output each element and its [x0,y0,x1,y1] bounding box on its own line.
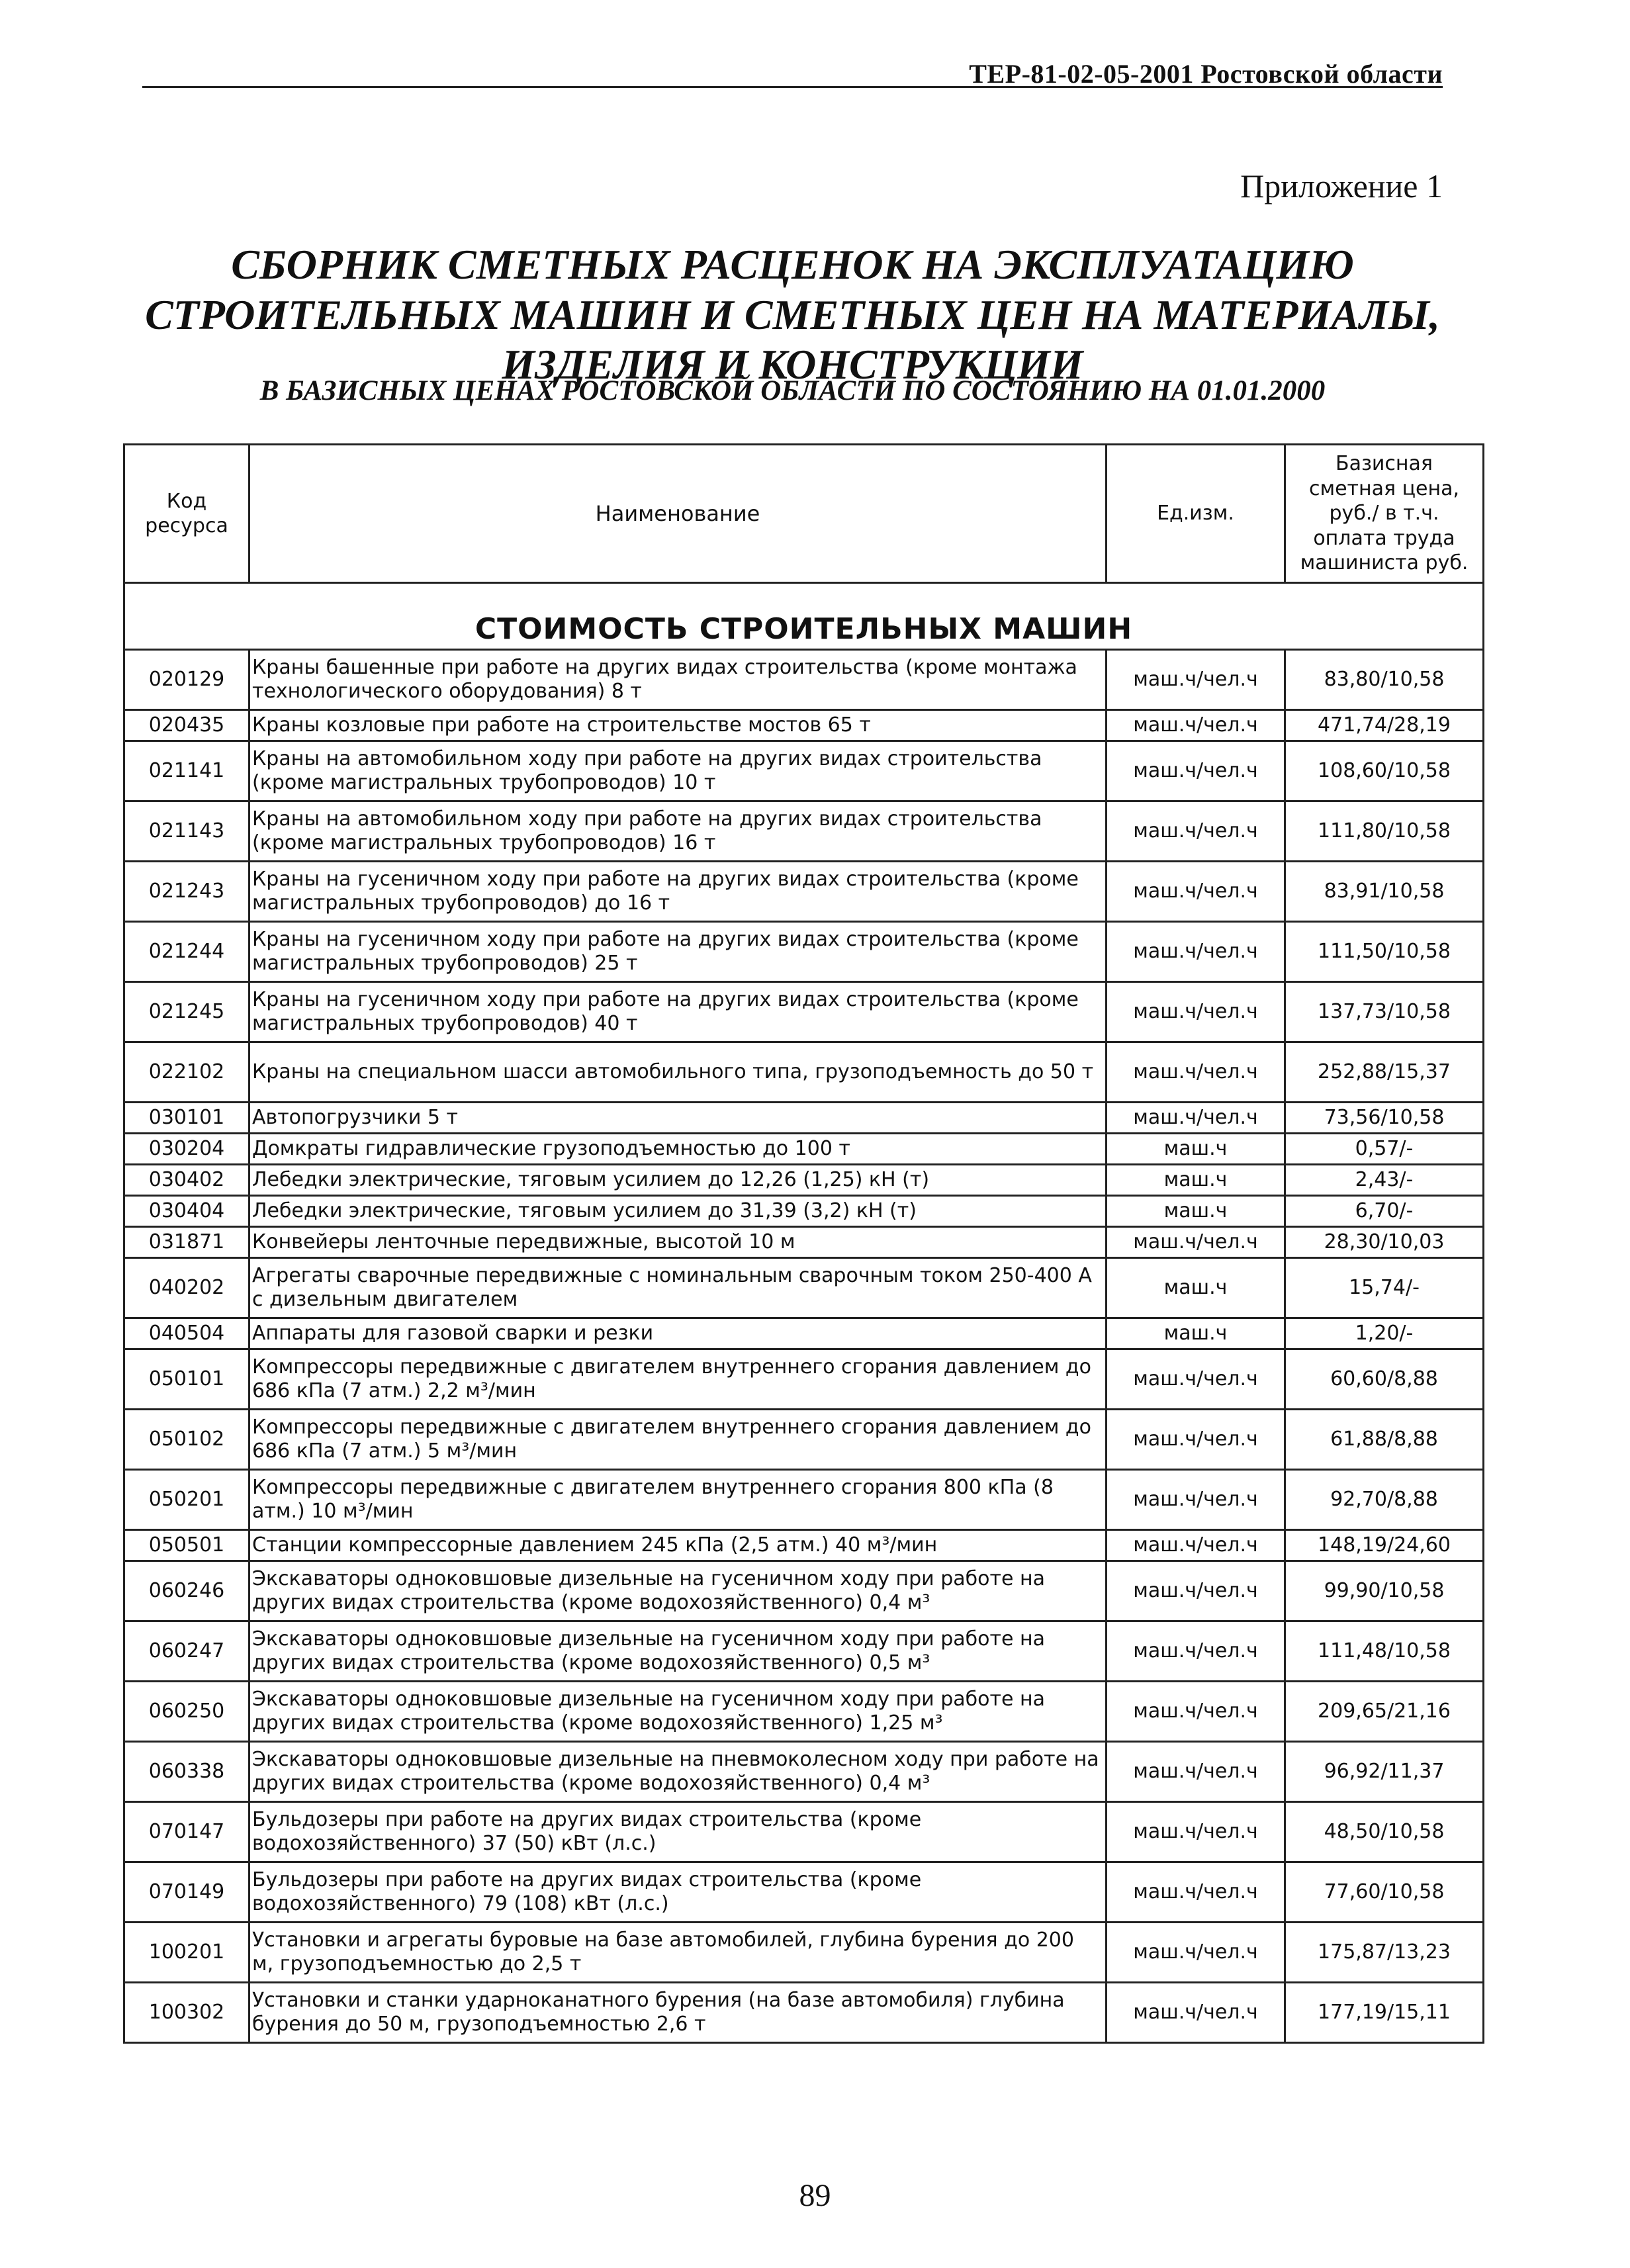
price-cell: 177,19/15,11 [1285,1983,1484,2043]
resource-name-cell: Домкраты гидравлические грузоподъемностью до 100 т [249,1134,1107,1165]
table-header-row [124,445,1484,583]
unit-cell: маш.ч/чел.ч [1107,862,1285,922]
resource-name-cell: Станции компрессорные давлением 245 кПа (2,5 атм.) 40 м³/мин [249,1530,1107,1561]
price-cell: 6,70/- [1285,1196,1484,1227]
resource-code-cell: 021245 [124,982,249,1042]
resource-code-cell: 050101 [124,1349,249,1410]
table-row [124,1802,1484,1862]
resource-name-cell: Компрессоры передвижные с двигателем внутреннего сгорания давлением до 686 кПа (7 атм.) 5 м³/мин [249,1410,1107,1470]
table-row [124,650,1484,710]
table-row [124,1530,1484,1561]
resource-name-cell: Установки и агрегаты буровые на базе автомобилей, глубина бурения до 200 м, грузоподъемностью до 2,5 т [249,1923,1107,1983]
unit-cell: маш.ч/чел.ч [1107,982,1285,1042]
unit-cell: маш.ч/чел.ч [1107,1682,1285,1742]
table-row [124,1621,1484,1682]
document-title [142,240,1443,390]
unit-cell: маш.ч/чел.ч [1107,1802,1285,1862]
price-cell: 111,50/10,58 [1285,922,1484,982]
table-row [124,710,1484,741]
appendix-label: Приложение 1 [1240,167,1443,204]
unit-cell: маш.ч/чел.ч [1107,1227,1285,1258]
table-row [124,1561,1484,1621]
resource-name-cell: Краны на гусеничном ходу при работе на других видах строительства (кроме магистральных трубопроводов) до 16 т [249,862,1107,922]
price-cell: 148,19/24,60 [1285,1530,1484,1561]
price-cell: 61,88/8,88 [1285,1410,1484,1470]
price-cell: 83,80/10,58 [1285,650,1484,710]
price-cell: 15,74/- [1285,1258,1484,1318]
table-row [124,1470,1484,1530]
resource-code-cell: 031871 [124,1227,249,1258]
resource-code-cell: 030204 [124,1134,249,1165]
price-cell: 60,60/8,88 [1285,1349,1484,1410]
table-row [124,1042,1484,1103]
unit-cell: маш.ч [1107,1196,1285,1227]
unit-cell: маш.ч/чел.ч [1107,1561,1285,1621]
resource-name-cell: Бульдозеры при работе на других видах строительства (кроме водохозяйственного) 37 (50) кВт (л.с.) [249,1802,1107,1862]
column-header-code: Код ресурса [124,445,249,583]
resource-name-cell: Бульдозеры при работе на других видах строительства (кроме водохозяйственного) 79 (108) кВт (л.с.) [249,1862,1107,1923]
resource-code-cell: 100201 [124,1923,249,1983]
unit-cell: маш.ч/чел.ч [1107,1742,1285,1802]
table-row [124,1349,1484,1410]
column-header-price: Базисная сметная цена, руб./ в т.ч. оплата труда машиниста руб. [1285,445,1484,583]
table-row [124,1742,1484,1802]
price-cell: 111,48/10,58 [1285,1621,1484,1682]
unit-cell: маш.ч/чел.ч [1107,1862,1285,1923]
unit-cell: маш.ч/чел.ч [1107,1410,1285,1470]
table-row [124,922,1484,982]
unit-cell: маш.ч/чел.ч [1107,1923,1285,1983]
resource-code-cell: 021244 [124,922,249,982]
resource-code-cell: 070147 [124,1802,249,1862]
price-cell: 471,74/28,19 [1285,710,1484,741]
resource-code-cell: 050501 [124,1530,249,1561]
resource-name-cell: Краны козловые при работе на строительстве мостов 65 т [249,710,1107,741]
price-cell: 28,30/10,03 [1285,1227,1484,1258]
resource-name-cell: Лебедки электрические, тяговым усилием до 12,26 (1,25) кН (т) [249,1165,1107,1196]
price-cell: 83,91/10,58 [1285,862,1484,922]
price-cell: 2,43/- [1285,1165,1484,1196]
table-row [124,1196,1484,1227]
column-header-unit: Ед.изм. [1107,445,1285,583]
document-subtitle: В БАЗИСНЫХ ЦЕНАХ РОСТОВСКОЙ ОБЛАСТИ ПО СОСТОЯНИЮ НА 01.01.2000 [259,375,1326,406]
price-cell: 108,60/10,58 [1285,741,1484,801]
resource-code-cell: 020435 [124,710,249,741]
table-row [124,1983,1484,2043]
resource-name-cell: Краны на автомобильном ходу при работе на других видах строительства (кроме магистральных трубопроводов) 16 т [249,801,1107,862]
table-row [124,1862,1484,1923]
resource-name-cell: Краны на гусеничном ходу при работе на других видах строительства (кроме магистральных трубопроводов) 25 т [249,922,1107,982]
table-row [124,801,1484,862]
table-row [124,1103,1484,1134]
price-cell: 111,80/10,58 [1285,801,1484,862]
price-cell: 96,92/11,37 [1285,1742,1484,1802]
resource-name-cell: Компрессоры передвижные с двигателем внутреннего сгорания давлением до 686 кПа (7 атм.) 2,2 м³/мин [249,1349,1107,1410]
table-row [124,1134,1484,1165]
unit-cell: маш.ч/чел.ч [1107,1103,1285,1134]
price-cell: 1,20/- [1285,1318,1484,1349]
table-row [124,1410,1484,1470]
unit-cell: маш.ч/чел.ч [1107,801,1285,862]
resource-code-cell: 060250 [124,1682,249,1742]
resource-code-cell: 021243 [124,862,249,922]
table-row [124,1923,1484,1983]
table-row [124,862,1484,922]
resource-name-cell: Краны на автомобильном ходу при работе на других видах строительства (кроме магистральных трубопроводов) 10 т [249,741,1107,801]
price-cell: 48,50/10,58 [1285,1802,1484,1862]
table-row [124,1258,1484,1318]
title-line-2: СТРОИТЕЛЬНЫХ МАШИН И СМЕТНЫХ ЦЕН НА МАТЕРИАЛЫ, [145,291,1440,338]
unit-cell: маш.ч/чел.ч [1107,741,1285,801]
price-cell: 77,60/10,58 [1285,1862,1484,1923]
page-number: 89 [799,2178,831,2213]
table-row [124,1165,1484,1196]
resource-name-cell: Автопогрузчики 5 т [249,1103,1107,1134]
resource-code-cell: 020129 [124,650,249,710]
resource-name-cell: Экскаваторы одноковшовые дизельные на гусеничном ходу при работе на других видах строительства (кроме водохозяйственного) 1,25 м³ [249,1682,1107,1742]
resource-name-cell: Краны на гусеничном ходу при работе на других видах строительства (кроме магистральных трубопроводов) 40 т [249,982,1107,1042]
resource-code-cell: 050201 [124,1470,249,1530]
table-row [124,1227,1484,1258]
price-cell: 137,73/10,58 [1285,982,1484,1042]
resource-code-cell: 021143 [124,801,249,862]
resource-code-cell: 100302 [124,1983,249,2043]
header-rule [142,86,1443,88]
table-row [124,982,1484,1042]
resource-name-cell: Конвейеры ленточные передвижные, высотой 10 м [249,1227,1107,1258]
price-cell: 252,88/15,37 [1285,1042,1484,1103]
resource-code-cell: 050102 [124,1410,249,1470]
resource-name-cell: Экскаваторы одноковшовые дизельные на пневмоколесном ходу при работе на других видах строительства (кроме водохозяйственного) 0,4 м³ [249,1742,1107,1802]
resource-name-cell: Краны башенные при работе на других видах строительства (кроме монтажа технологического оборудования) 8 т [249,650,1107,710]
resource-name-cell: Экскаваторы одноковшовые дизельные на гусеничном ходу при работе на других видах строительства (кроме водохозяйственного) 0,4 м³ [249,1561,1107,1621]
unit-cell: маш.ч [1107,1318,1285,1349]
resource-name-cell: Лебедки электрические, тяговым усилием до 31,39 (3,2) кН (т) [249,1196,1107,1227]
unit-cell: маш.ч/чел.ч [1107,710,1285,741]
table-row [124,1682,1484,1742]
unit-cell: маш.ч/чел.ч [1107,1042,1285,1103]
unit-cell: маш.ч/чел.ч [1107,1530,1285,1561]
unit-cell: маш.ч/чел.ч [1107,1349,1285,1410]
resource-price-table [123,443,1484,2044]
price-cell: 73,56/10,58 [1285,1103,1484,1134]
resource-code-cell: 022102 [124,1042,249,1103]
resource-name-cell: Установки и станки ударноканатного бурения (на базе автомобиля) глубина бурения до 50 м, грузоподъемностью 2,6 т [249,1983,1107,2043]
column-header-name: Наименование [249,445,1107,583]
title-line-1: СБОРНИК СМЕТНЫХ РАСЦЕНОК НА ЭКСПЛУАТАЦИЮ [231,241,1354,288]
resource-name-cell: Краны на специальном шасси автомобильного типа, грузоподъемность до 50 т [249,1042,1107,1103]
resource-code-cell: 030404 [124,1196,249,1227]
price-cell: 99,90/10,58 [1285,1561,1484,1621]
section-header-row [124,583,1484,650]
resource-code-cell: 060246 [124,1561,249,1621]
resource-name-cell: Компрессоры передвижные с двигателем внутреннего сгорания 800 кПа (8 атм.) 10 м³/мин [249,1470,1107,1530]
document-code: ТЕР-81-02-05-2001 Ростовской области [969,59,1443,89]
price-cell: 209,65/21,16 [1285,1682,1484,1742]
table-row [124,741,1484,801]
resource-code-cell: 030402 [124,1165,249,1196]
price-cell: 175,87/13,23 [1285,1923,1484,1983]
price-cell: 92,70/8,88 [1285,1470,1484,1530]
resource-code-cell: 060247 [124,1621,249,1682]
resource-code-cell: 040504 [124,1318,249,1349]
title-line-3: ИЗДЕЛИЯ И КОНСТРУКЦИИ [502,341,1083,388]
price-cell: 0,57/- [1285,1134,1484,1165]
resource-code-cell: 030101 [124,1103,249,1134]
table-row [124,1318,1484,1349]
unit-cell: маш.ч/чел.ч [1107,1983,1285,2043]
unit-cell: маш.ч [1107,1258,1285,1318]
resource-code-cell: 060338 [124,1742,249,1802]
unit-cell: маш.ч/чел.ч [1107,650,1285,710]
resource-code-cell: 070149 [124,1862,249,1923]
resource-code-cell: 021141 [124,741,249,801]
unit-cell: маш.ч/чел.ч [1107,1621,1285,1682]
unit-cell: маш.ч/чел.ч [1107,1470,1285,1530]
resource-name-cell: Экскаваторы одноковшовые дизельные на гусеничном ходу при работе на других видах строительства (кроме водохозяйственного) 0,5 м³ [249,1621,1107,1682]
section-title: СТОИМОСТЬ СТРОИТЕЛЬНЫХ МАШИН [124,583,1484,650]
resource-code-cell: 040202 [124,1258,249,1318]
unit-cell: маш.ч/чел.ч [1107,922,1285,982]
resource-name-cell: Агрегаты сварочные передвижные с номинальным сварочным током 250-400 А с дизельным двигателем [249,1258,1107,1318]
resource-name-cell: Аппараты для газовой сварки и резки [249,1318,1107,1349]
unit-cell: маш.ч [1107,1134,1285,1165]
unit-cell: маш.ч [1107,1165,1285,1196]
